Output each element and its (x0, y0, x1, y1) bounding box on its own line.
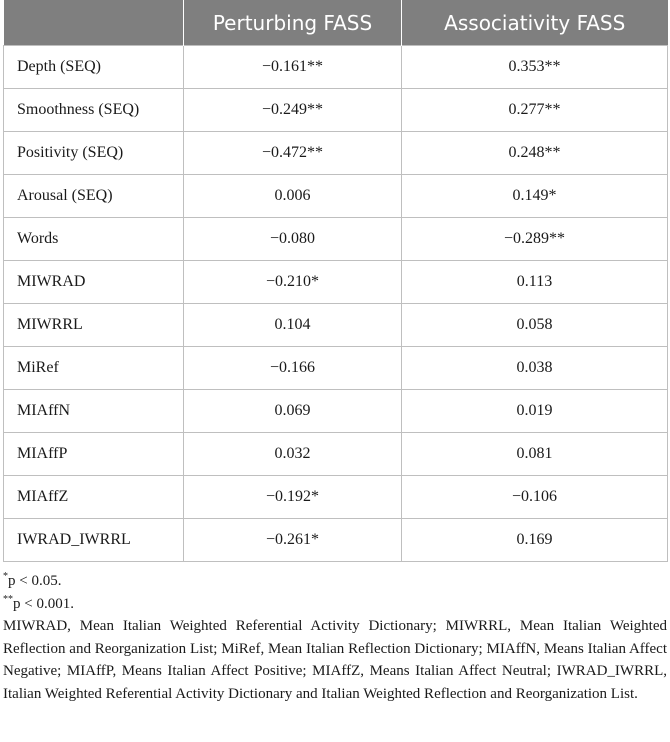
perturbing-value: −0.166 (184, 347, 402, 390)
row-label: MIAffP (4, 433, 184, 476)
footnote-significance-005 (3, 570, 667, 593)
row-label: MIAffZ (4, 476, 184, 519)
associativity-value: 0.149* (402, 175, 668, 218)
table-row (4, 46, 668, 89)
table-row (4, 433, 668, 476)
table-row (4, 390, 668, 433)
table-row (4, 476, 668, 519)
associativity-value: −0.289** (402, 218, 668, 261)
perturbing-value: −0.210* (184, 261, 402, 304)
associativity-value: 0.353** (402, 46, 668, 89)
table-row (4, 132, 668, 175)
perturbing-value: −0.080 (184, 218, 402, 261)
perturbing-value: 0.069 (184, 390, 402, 433)
perturbing-value: 0.104 (184, 304, 402, 347)
row-label: Smoothness (SEQ) (4, 89, 184, 132)
table-row (4, 347, 668, 390)
row-label: MIAffN (4, 390, 184, 433)
table-row (4, 519, 668, 562)
perturbing-value: 0.032 (184, 433, 402, 476)
perturbing-value: −0.161** (184, 46, 402, 89)
associativity-value: 0.081 (402, 433, 668, 476)
perturbing-value: −0.261* (184, 519, 402, 562)
header-empty (4, 0, 184, 46)
associativity-value: 0.113 (402, 261, 668, 304)
table-row (4, 218, 668, 261)
perturbing-value: 0.006 (184, 175, 402, 218)
associativity-value: 0.277** (402, 89, 668, 132)
associativity-value: 0.169 (402, 519, 668, 562)
table-body (4, 46, 668, 562)
footnote-significance-0001 (3, 593, 667, 616)
associativity-value: 0.019 (402, 390, 668, 433)
row-label: Depth (SEQ) (4, 46, 184, 89)
footnote-mark: ** (3, 593, 13, 605)
associativity-value: −0.106 (402, 476, 668, 519)
table-footnotes (3, 570, 667, 706)
correlation-table (3, 0, 668, 562)
footnote-text: p < 0.05. (8, 573, 62, 589)
row-label: MIWRRL (4, 304, 184, 347)
abbreviation-note: MIWRAD, Mean Italian Weighted Referential Activity Dictionary; MIWRRL, Mean Italian Weighted Reflection and Reorganization List; MiRef, Mean Italian Reflection Dictionary; MIAffN, Means Italian Affect Negative; MIAffP, Means Italian Affect Positive; MIAffZ, Means Italian Affect Neutral; IWRAD_IWRRL, Italian Weighted Referential Activity Dictionary and Italian Weighted Reflection and Reorganization List. (3, 618, 667, 702)
footnote-mark: * (3, 571, 8, 582)
table-row (4, 304, 668, 347)
table-row (4, 89, 668, 132)
perturbing-value: −0.192* (184, 476, 402, 519)
perturbing-value: −0.472** (184, 132, 402, 175)
perturbing-value: −0.249** (184, 89, 402, 132)
row-label: MiRef (4, 347, 184, 390)
row-label: Arousal (SEQ) (4, 175, 184, 218)
associativity-value: 0.058 (402, 304, 668, 347)
row-label: Positivity (SEQ) (4, 132, 184, 175)
row-label: IWRAD_IWRRL (4, 519, 184, 562)
table-header-row (4, 0, 668, 46)
row-label: Words (4, 218, 184, 261)
row-label: MIWRAD (4, 261, 184, 304)
table-row (4, 175, 668, 218)
header-associativity-fass: Associativity FASS (402, 0, 668, 46)
footnote-text: p < 0.001. (13, 595, 74, 612)
header-perturbing-fass: Perturbing FASS (184, 0, 402, 46)
table-wrapper (3, 0, 667, 706)
associativity-value: 0.248** (402, 132, 668, 175)
table-row (4, 261, 668, 304)
associativity-value: 0.038 (402, 347, 668, 390)
